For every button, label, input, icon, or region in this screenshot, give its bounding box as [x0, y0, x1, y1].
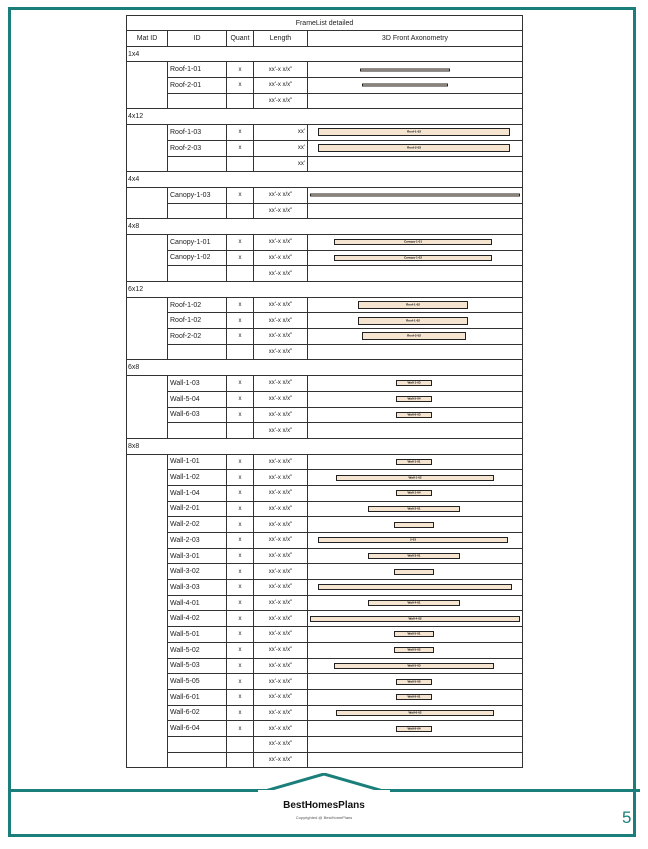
axonometry-cell: [308, 140, 523, 156]
axonometry-cell: [308, 454, 523, 470]
quantity-cell: x: [227, 642, 254, 658]
length-cell: xx'-x x/x": [254, 329, 308, 345]
table-row: [127, 752, 523, 768]
mat-id-cell: [127, 454, 168, 768]
quantity-cell: x: [227, 595, 254, 611]
length-cell: xx'-x x/x": [254, 595, 308, 611]
timber-member-label: Wall-5-02: [407, 647, 421, 652]
frame-id-cell: Wall-1-01: [168, 454, 227, 470]
length-cell: xx': [254, 140, 308, 156]
brand-name: BestHomesPlans: [283, 800, 365, 811]
quantity-cell: x: [227, 313, 254, 329]
length-cell: xx'-x x/x": [254, 470, 308, 486]
axonometry-cell: [308, 423, 523, 439]
timber-member-drawing: [318, 584, 512, 590]
quantity-cell: x: [227, 611, 254, 627]
frame-list-table: [126, 15, 523, 768]
frame-id-cell: [168, 344, 227, 360]
material-group-label: 8x8: [127, 438, 523, 454]
mat-id-cell: [127, 376, 168, 439]
group-row: [127, 360, 523, 376]
timber-member-drawing: [396, 490, 432, 496]
axonometry-cell: [308, 642, 523, 658]
quantity-cell: x: [227, 564, 254, 580]
timber-member-drawing: [368, 600, 460, 606]
axonometry-cell: [308, 517, 523, 533]
table-row: [127, 517, 523, 533]
material-group-label: 4x12: [127, 109, 523, 125]
frame-id-cell: Wall-6-01: [168, 689, 227, 705]
axonometry-cell: [308, 156, 523, 172]
length-cell: xx'-x x/x": [254, 580, 308, 596]
axonometry-cell: [308, 266, 523, 282]
material-group-label: 4x4: [127, 172, 523, 188]
group-row: [127, 172, 523, 188]
table-row: [127, 564, 523, 580]
table-row: [127, 62, 523, 78]
length-cell: xx'-x x/x": [254, 344, 308, 360]
length-cell: xx'-x x/x": [254, 485, 308, 501]
axonometry-cell: [308, 376, 523, 392]
timber-member-drawing: [358, 301, 468, 309]
material-group-label: 1x4: [127, 46, 523, 62]
frame-id-cell: [168, 736, 227, 752]
table-row: [127, 250, 523, 266]
timber-member-label: Wall-6-03: [407, 412, 421, 417]
frame-id-cell: Wall-5-04: [168, 391, 227, 407]
quantity-cell: x: [227, 250, 254, 266]
axonometry-cell: [308, 611, 523, 627]
axonometry-cell: [308, 548, 523, 564]
mat-id-cell: [127, 297, 168, 360]
material-group-label: 6x12: [127, 282, 523, 298]
table-row: [127, 611, 523, 627]
timber-member-label: Roof-2-02: [407, 333, 421, 338]
frame-id-cell: [168, 752, 227, 768]
axonometry-cell: [308, 689, 523, 705]
timber-member-label: Wall-6-02: [408, 710, 422, 715]
column-header-id: ID: [168, 31, 227, 47]
timber-member-drawing: [334, 255, 492, 261]
table-row: [127, 187, 523, 203]
timber-member-label: Wall-5-01: [407, 631, 421, 636]
timber-member-drawing: [318, 128, 510, 136]
timber-member-drawing: [396, 679, 432, 685]
table-row: [127, 470, 523, 486]
axonometry-cell: [308, 93, 523, 109]
timber-member-label: Wall-6-04: [407, 726, 421, 731]
length-cell: xx'-x x/x": [254, 611, 308, 627]
length-cell: xx'-x x/x": [254, 689, 308, 705]
frame-id-cell: Wall-6-04: [168, 721, 227, 737]
quantity-cell: [227, 752, 254, 768]
frame-id-cell: Wall-5-05: [168, 674, 227, 690]
axonometry-cell: [308, 627, 523, 643]
frame-id-cell: [168, 93, 227, 109]
group-row: [127, 282, 523, 298]
timber-member-label: Wall-6-01: [407, 694, 421, 699]
quantity-cell: [227, 156, 254, 172]
table-row: [127, 329, 523, 345]
length-cell: xx'-x x/x": [254, 423, 308, 439]
table-row: [127, 313, 523, 329]
quantity-cell: x: [227, 689, 254, 705]
quantity-cell: [227, 344, 254, 360]
timber-member-label: Roof-2-03: [407, 145, 421, 150]
mat-id-cell: [127, 187, 168, 218]
quantity-cell: x: [227, 140, 254, 156]
timber-member-drawing: [396, 694, 432, 700]
timber-member-drawing: [336, 710, 494, 716]
length-cell: xx'-x x/x": [254, 407, 308, 423]
table-row: [127, 234, 523, 250]
length-cell: xx'-x x/x": [254, 501, 308, 517]
timber-member-label: Wall-1-03: [407, 380, 421, 385]
length-cell: xx'-x x/x": [254, 313, 308, 329]
timber-member-label: Wall-1-01: [407, 459, 421, 464]
quantity-cell: x: [227, 627, 254, 643]
timber-member-drawing: [310, 194, 520, 197]
table-row: [127, 344, 523, 360]
quantity-cell: x: [227, 407, 254, 423]
quantity-cell: x: [227, 658, 254, 674]
frame-id-cell: Wall-2-02: [168, 517, 227, 533]
frame-id-cell: Wall-6-02: [168, 705, 227, 721]
timber-member-label: Roof-1-02: [406, 318, 420, 323]
timber-member-drawing: [360, 68, 450, 71]
axonometry-cell: [308, 470, 523, 486]
length-cell: xx'-x x/x": [254, 517, 308, 533]
timber-member-drawing: [368, 553, 460, 559]
axonometry-cell: [308, 658, 523, 674]
frame-id-cell: Wall-4-01: [168, 595, 227, 611]
timber-member-drawing: [394, 631, 434, 637]
quantity-cell: x: [227, 580, 254, 596]
axonometry-cell: [308, 595, 523, 611]
material-group-label: 6x8: [127, 360, 523, 376]
axonometry-cell: [308, 705, 523, 721]
column-header-quant: Quant: [227, 31, 254, 47]
frame-id-cell: [168, 156, 227, 172]
axonometry-cell: [308, 674, 523, 690]
frame-id-cell: Wall-5-01: [168, 627, 227, 643]
timber-member-label: Wall-4-02: [408, 616, 422, 621]
frame-id-cell: Roof-1-01: [168, 62, 227, 78]
timber-member-label: Wall-2-01: [407, 506, 421, 511]
frame-id-cell: Wall-1-02: [168, 470, 227, 486]
timber-member-label: Roof-1-02: [406, 302, 420, 307]
length-cell: xx'-x x/x": [254, 250, 308, 266]
quantity-cell: x: [227, 391, 254, 407]
length-cell: xx'-x x/x": [254, 642, 308, 658]
axonometry-cell: [308, 234, 523, 250]
frame-id-cell: Roof-1-02: [168, 313, 227, 329]
quantity-cell: x: [227, 78, 254, 94]
column-header-axonometry: 3D Front Axonometry: [308, 31, 523, 47]
timber-member-label: Wall-4-01: [407, 600, 421, 605]
group-row: [127, 109, 523, 125]
length-cell: xx'-x x/x": [254, 564, 308, 580]
quantity-cell: x: [227, 674, 254, 690]
axonometry-cell: [308, 391, 523, 407]
frame-id-cell: Wall-6-03: [168, 407, 227, 423]
axonometry-cell: [308, 297, 523, 313]
axonometry-cell: [308, 250, 523, 266]
length-cell: xx': [254, 156, 308, 172]
quantity-cell: [227, 423, 254, 439]
quantity-cell: [227, 736, 254, 752]
axonometry-cell: [308, 736, 523, 752]
table-row: [127, 501, 523, 517]
copyright-notice: Copyrighted @ BestHomePlans: [295, 815, 353, 820]
quantity-cell: x: [227, 705, 254, 721]
length-cell: xx'-x x/x": [254, 736, 308, 752]
material-group-label: 4x8: [127, 219, 523, 235]
table-row: [127, 297, 523, 313]
timber-member-label: Wall-3-01: [407, 553, 421, 558]
length-cell: xx'-x x/x": [254, 721, 308, 737]
timber-member-drawing: [394, 647, 434, 653]
table-row: [127, 627, 523, 643]
timber-member-drawing: [396, 396, 432, 402]
quantity-cell: x: [227, 125, 254, 141]
mat-id-cell: [127, 234, 168, 281]
table-row: [127, 689, 523, 705]
timber-member-drawing: [368, 506, 460, 512]
timber-member-drawing: [362, 332, 466, 340]
length-cell: xx'-x x/x": [254, 391, 308, 407]
frame-id-cell: Wall-1-03: [168, 376, 227, 392]
frame-id-cell: Wall-2-01: [168, 501, 227, 517]
timber-member-label: Wall-1-02: [408, 475, 422, 480]
length-cell: xx'-x x/x": [254, 454, 308, 470]
axonometry-cell: [308, 485, 523, 501]
frame-id-cell: Wall-3-01: [168, 548, 227, 564]
table-row: [127, 705, 523, 721]
axonometry-cell: [308, 580, 523, 596]
timber-member-drawing: [358, 317, 468, 325]
group-row: [127, 438, 523, 454]
axonometry-cell: [308, 187, 523, 203]
timber-member-drawing: [318, 144, 510, 152]
axonometry-cell: [308, 721, 523, 737]
length-cell: xx': [254, 125, 308, 141]
axonometry-cell: [308, 752, 523, 768]
frame-id-cell: [168, 266, 227, 282]
timber-member-label: Roof-1-03: [407, 129, 421, 134]
frame-id-cell: Canopy-1-03: [168, 187, 227, 203]
frame-id-cell: Roof-2-03: [168, 140, 227, 156]
axonometry-cell: [308, 125, 523, 141]
timber-member-label: Wall-5-03: [407, 663, 421, 668]
frame-id-cell: Roof-2-01: [168, 78, 227, 94]
frame-id-cell: Wall-4-02: [168, 611, 227, 627]
quantity-cell: x: [227, 62, 254, 78]
frame-id-cell: Wall-1-04: [168, 485, 227, 501]
quantity-cell: x: [227, 329, 254, 345]
table-row: [127, 407, 523, 423]
quantity-cell: [227, 93, 254, 109]
length-cell: xx'-x x/x": [254, 187, 308, 203]
quantity-cell: x: [227, 297, 254, 313]
quantity-cell: x: [227, 548, 254, 564]
table-row: [127, 78, 523, 94]
timber-member-drawing: [336, 475, 494, 481]
column-header-mat-id: Mat ID: [127, 31, 168, 47]
axonometry-cell: [308, 407, 523, 423]
timber-member-drawing: [396, 380, 432, 386]
table-row: [127, 485, 523, 501]
table-row: [127, 658, 523, 674]
frame-id-cell: Canopy-1-01: [168, 234, 227, 250]
frame-id-cell: Wall-5-03: [168, 658, 227, 674]
timber-member-drawing: [394, 522, 434, 528]
table-row: [127, 533, 523, 549]
length-cell: xx'-x x/x": [254, 752, 308, 768]
quantity-cell: x: [227, 454, 254, 470]
timber-member-drawing: [362, 84, 448, 87]
group-row: [127, 46, 523, 62]
table-row: [127, 736, 523, 752]
timber-member-drawing: [318, 537, 508, 543]
timber-member-drawing: [334, 239, 492, 245]
table-row: [127, 203, 523, 219]
axonometry-cell: [308, 533, 523, 549]
length-cell: xx'-x x/x": [254, 658, 308, 674]
axonometry-cell: [308, 501, 523, 517]
table-row: [127, 376, 523, 392]
length-cell: xx'-x x/x": [254, 62, 308, 78]
length-cell: xx'-x x/x": [254, 78, 308, 94]
table-row: [127, 674, 523, 690]
timber-member-drawing: [394, 569, 434, 575]
quantity-cell: x: [227, 234, 254, 250]
quantity-cell: x: [227, 187, 254, 203]
quantity-cell: x: [227, 721, 254, 737]
frame-id-cell: Canopy-1-02: [168, 250, 227, 266]
axonometry-cell: [308, 313, 523, 329]
timber-member-drawing: [396, 412, 432, 418]
axonometry-cell: [308, 564, 523, 580]
length-cell: xx'-x x/x": [254, 376, 308, 392]
timber-member-drawing: [396, 726, 432, 732]
table-row: [127, 423, 523, 439]
length-cell: xx'-x x/x": [254, 674, 308, 690]
quantity-cell: [227, 266, 254, 282]
table-row: [127, 140, 523, 156]
frame-id-cell: Wall-5-02: [168, 642, 227, 658]
axonometry-cell: [308, 344, 523, 360]
page-number: 5: [622, 808, 632, 827]
frame-id-cell: Roof-2-02: [168, 329, 227, 345]
frame-id-cell: [168, 203, 227, 219]
quantity-cell: x: [227, 470, 254, 486]
frame-id-cell: Wall-3-03: [168, 580, 227, 596]
mat-id-cell: [127, 125, 168, 172]
frame-id-cell: Wall-2-03: [168, 533, 227, 549]
timber-member-drawing: [334, 663, 494, 669]
length-cell: xx'-x x/x": [254, 705, 308, 721]
frame-id-cell: Wall-3-02: [168, 564, 227, 580]
length-cell: xx'-x x/x": [254, 266, 308, 282]
timber-member-label: Canopy-1-02: [403, 255, 423, 260]
timber-member-label: Canopy-1-01: [403, 239, 423, 244]
column-header-length: Length: [254, 31, 308, 47]
length-cell: xx'-x x/x": [254, 203, 308, 219]
timber-member-drawing: [310, 616, 520, 622]
table-row: [127, 595, 523, 611]
quantity-cell: x: [227, 485, 254, 501]
timber-member-label: Wall-5-05: [407, 679, 421, 684]
length-cell: xx'-x x/x": [254, 297, 308, 313]
length-cell: xx'-x x/x": [254, 533, 308, 549]
timber-member-label: Wall-5-04: [407, 396, 421, 401]
axonometry-cell: [308, 329, 523, 345]
table-row: [127, 93, 523, 109]
length-cell: xx'-x x/x": [254, 627, 308, 643]
frame-id-cell: [168, 423, 227, 439]
length-cell: xx'-x x/x": [254, 234, 308, 250]
table-row: [127, 266, 523, 282]
table-row: [127, 156, 523, 172]
axonometry-cell: [308, 78, 523, 94]
table-row: [127, 580, 523, 596]
quantity-cell: [227, 203, 254, 219]
length-cell: xx'-x x/x": [254, 548, 308, 564]
frame-id-cell: Roof-1-02: [168, 297, 227, 313]
axonometry-cell: [308, 62, 523, 78]
table-row: [127, 548, 523, 564]
group-row: [127, 219, 523, 235]
timber-member-label: Wall-1-04: [407, 490, 421, 495]
table-caption: FrameList detailed: [127, 16, 523, 31]
roof-outline-icon: [258, 773, 390, 793]
table-row: [127, 642, 523, 658]
axonometry-cell: [308, 203, 523, 219]
mat-id-cell: [127, 62, 168, 109]
quantity-cell: x: [227, 376, 254, 392]
quantity-cell: x: [227, 533, 254, 549]
table-row: [127, 454, 523, 470]
frame-id-cell: Roof-1-03: [168, 125, 227, 141]
table-row: [127, 391, 523, 407]
length-cell: xx'-x x/x": [254, 93, 308, 109]
quantity-cell: x: [227, 517, 254, 533]
timber-member-drawing: [396, 459, 432, 465]
table-row: [127, 125, 523, 141]
table-row: [127, 721, 523, 737]
timber-member-label: 2-03: [409, 537, 417, 542]
quantity-cell: x: [227, 501, 254, 517]
